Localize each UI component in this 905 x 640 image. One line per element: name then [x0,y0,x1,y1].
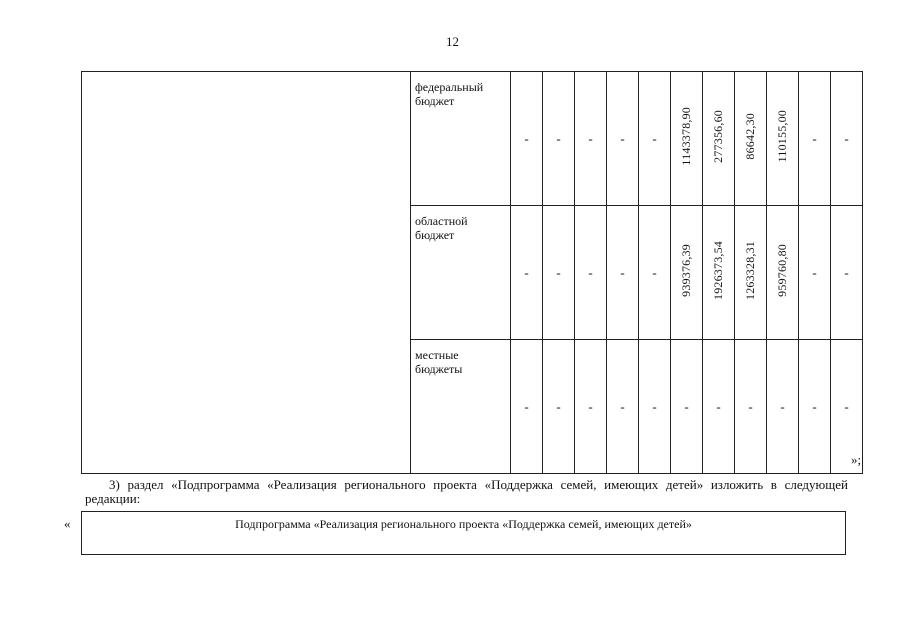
value-cell [703,72,735,206]
cell-value: - [844,130,849,146]
value-cell [607,340,639,474]
value-cell [831,72,863,206]
value-cell [735,72,767,206]
cell-value: - [812,130,817,146]
cell-value: - [524,264,529,280]
cell-value: - [588,264,593,280]
value-cell [575,206,607,340]
value-cell [575,340,607,474]
funding-source-label: областной бюджет [411,206,511,340]
cell-value: - [620,264,625,280]
cell-value: - [652,130,657,146]
value-cell [671,72,703,206]
cell-value: - [524,130,529,146]
value-cell [639,206,671,340]
subprogram-header-box [81,511,846,555]
value-cell [735,206,767,340]
cell-value: - [812,398,817,414]
cell-value: - [652,398,657,414]
value-cell [511,340,543,474]
page-number: 12 [446,34,459,49]
cell-value: - [588,398,593,414]
cell-value: - [524,398,529,414]
value-cell [543,72,575,206]
cell-value: - [556,130,561,146]
value-cell [639,340,671,474]
funding-source-label: местные бюджеты [411,340,511,474]
value-cell [671,340,703,474]
cell-value: - [620,130,625,146]
closing-quote: »; [851,452,862,467]
funding-table [81,71,863,474]
cell-value: - [748,398,753,414]
subprogram-title: Подпрограмма «Реализация регионального проекта «Поддержка семей, имеющих детей» [235,517,692,531]
cell-value: - [556,264,561,280]
value-cell [767,72,799,206]
value-cell [799,340,831,474]
cell-value: - [716,398,721,414]
value-cell [511,206,543,340]
cell-value: - [844,264,849,280]
amendment-paragraph: 3) раздел «Подпрограмма «Реализация регионального проекта «Поддержка семей, имеющих детей» изложить в следующей редакции: [85,477,848,506]
value-cell [671,206,703,340]
value-cell [607,206,639,340]
cell-value: - [652,264,657,280]
value-cell [543,340,575,474]
funding-source-label: федеральный бюджет [411,72,511,206]
cell-value: 959760,80 [775,243,789,297]
value-cell [703,340,735,474]
cell-value: 277356,60 [711,109,725,163]
value-cell [767,340,799,474]
cell-value: 86642,30 [743,112,757,160]
cell-value: - [780,398,785,414]
cell-value: 1926373,54 [711,240,725,300]
empty-merged-cell [82,72,411,474]
value-cell [607,72,639,206]
value-cell [799,206,831,340]
cell-value: - [812,264,817,280]
table-row [82,72,863,206]
value-cell [831,206,863,340]
cell-value: - [684,398,689,414]
cell-value: 1143378,90 [679,106,693,166]
cell-value: - [844,398,849,414]
value-cell [703,206,735,340]
cell-value: - [588,130,593,146]
cell-value: - [556,398,561,414]
cell-value: 939376,39 [679,243,693,297]
cell-value: - [620,398,625,414]
opening-quote: « [64,516,71,531]
value-cell [511,72,543,206]
value-cell [735,340,767,474]
cell-value: 1263328,31 [743,240,757,300]
value-cell [799,72,831,206]
value-cell [543,206,575,340]
value-cell [575,72,607,206]
value-cell [639,72,671,206]
cell-value: 110155,00 [775,109,789,163]
value-cell [767,206,799,340]
